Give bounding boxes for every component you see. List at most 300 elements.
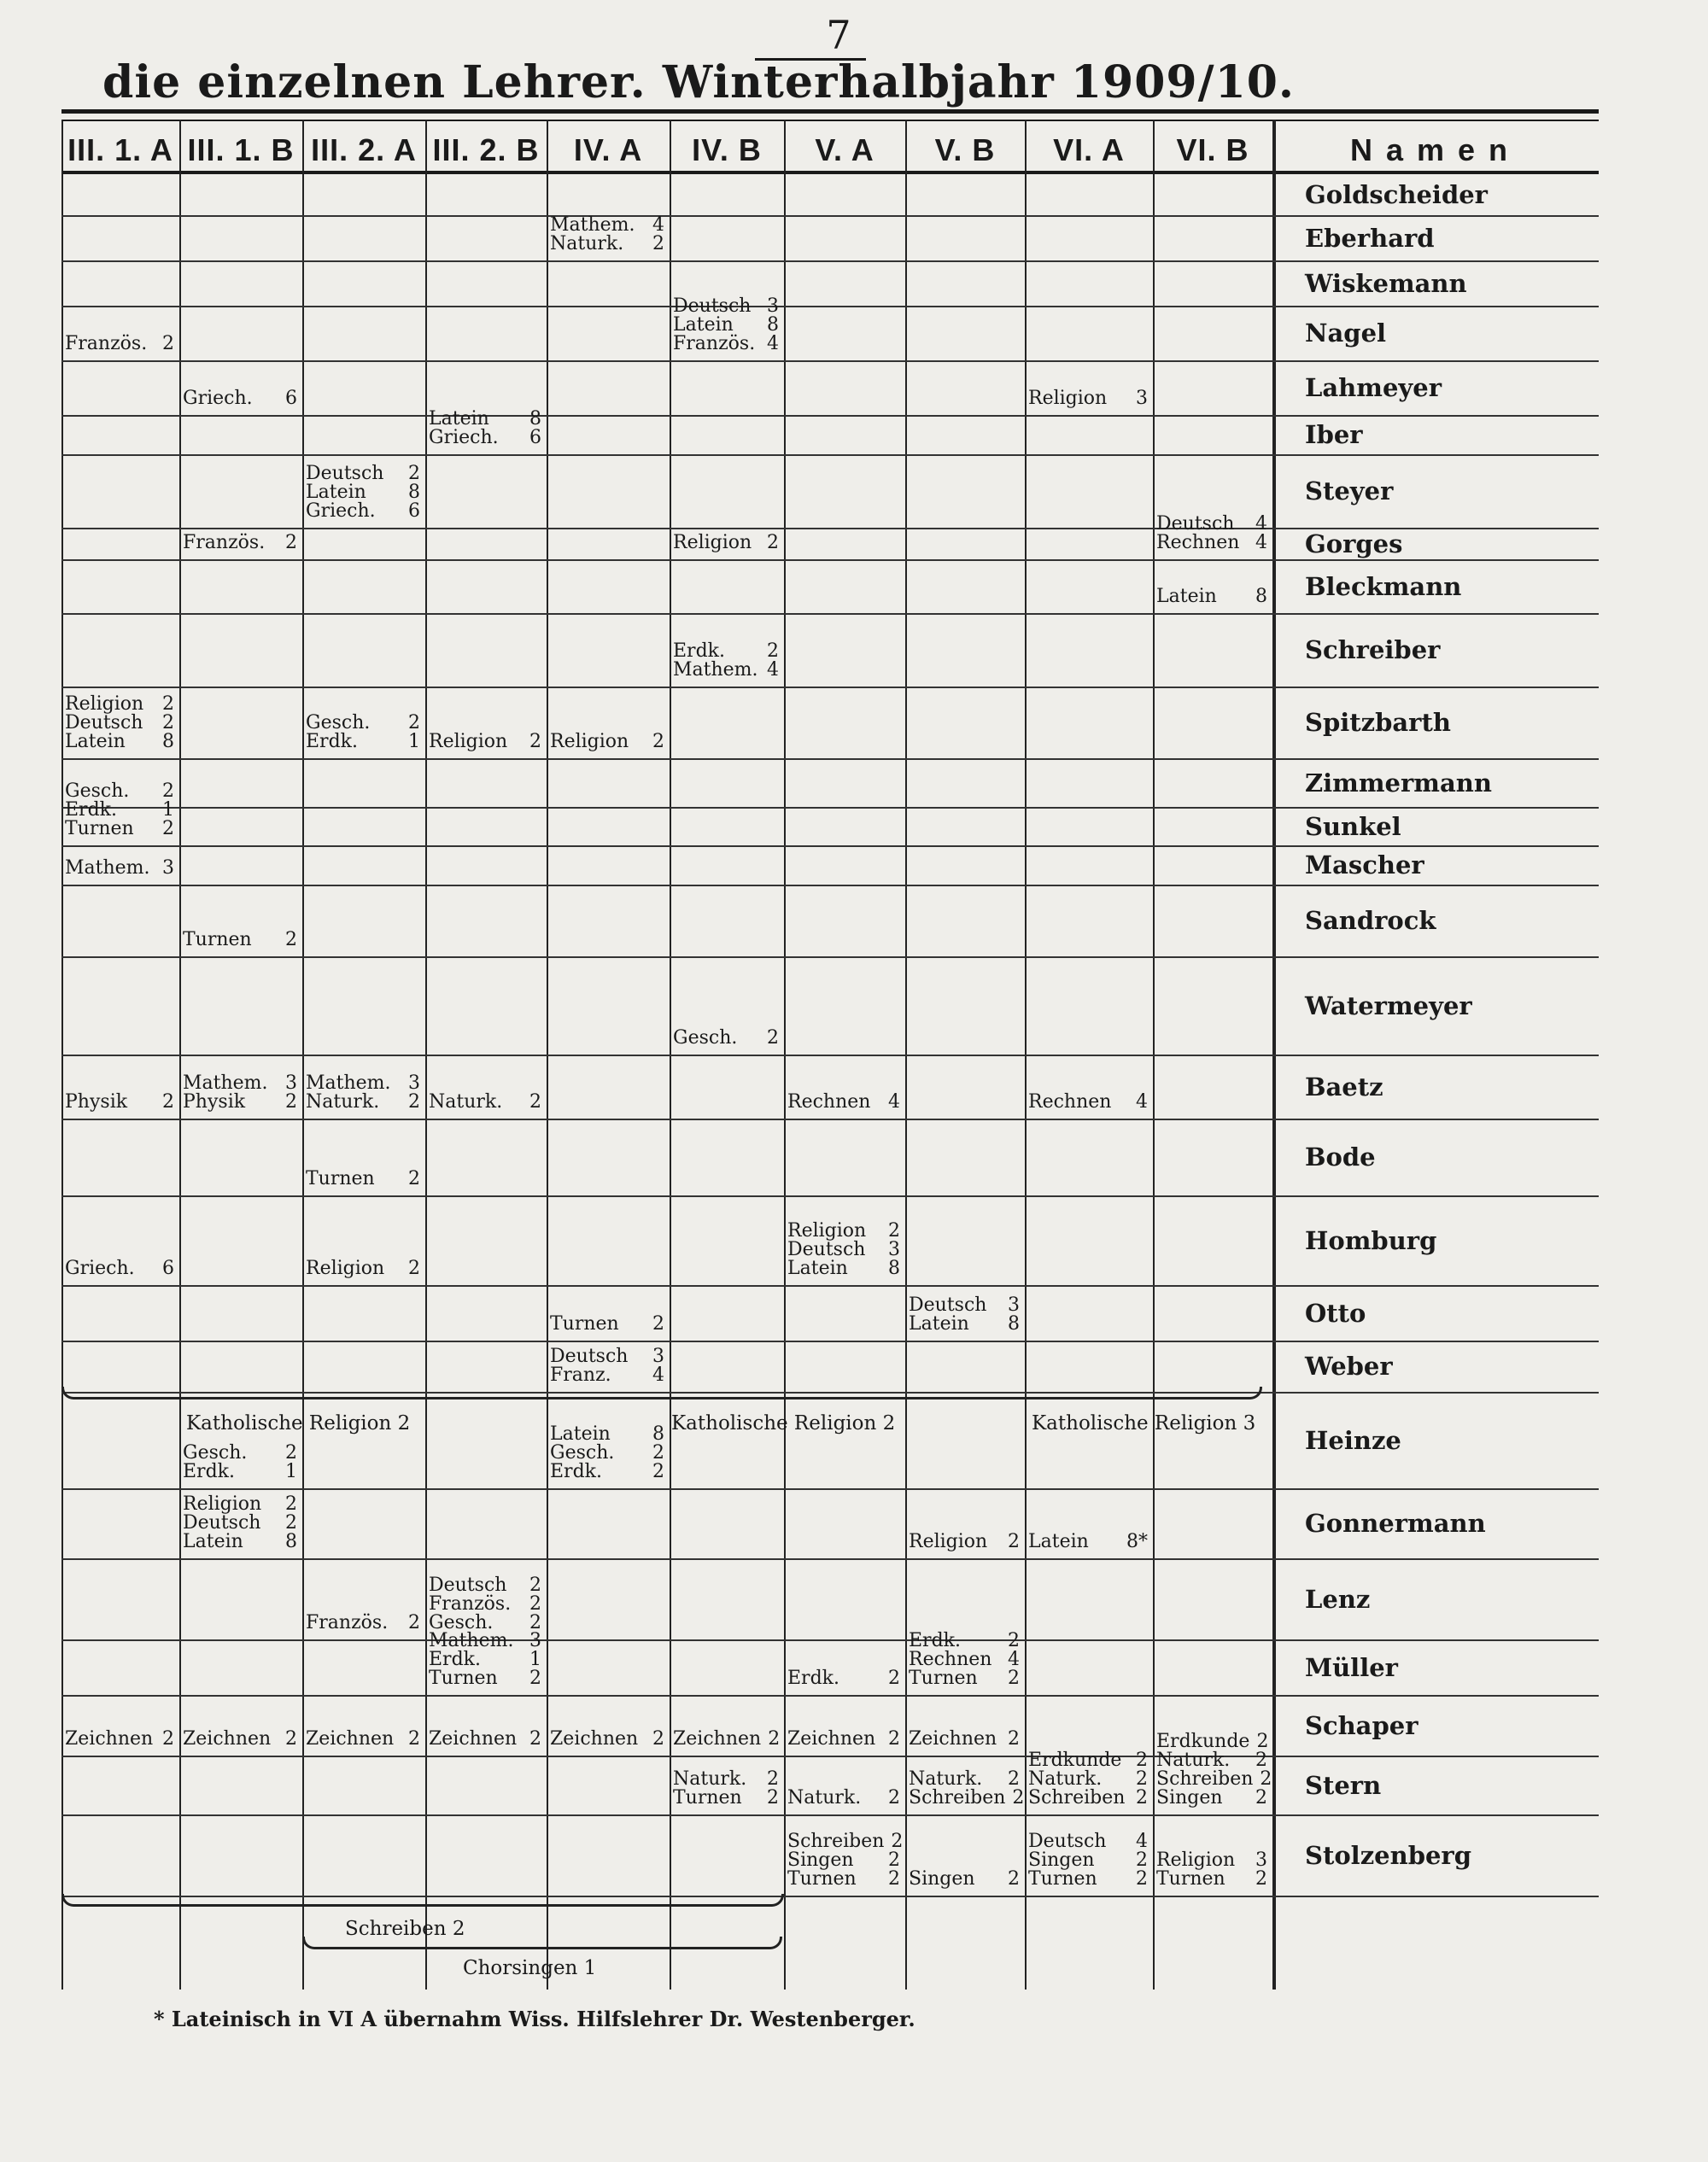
subject-cell xyxy=(1028,389,1148,408)
subject-line xyxy=(673,316,779,335)
subject-line xyxy=(909,1315,1020,1334)
teacher-name: Stern xyxy=(1305,1770,1382,1800)
subject-name: Singen xyxy=(909,1868,975,1890)
teacher-name: Sandrock xyxy=(1305,906,1436,935)
subject-hours: 2 xyxy=(162,1091,174,1113)
subject-cell xyxy=(1028,1832,1148,1889)
column-header: IV. B xyxy=(692,132,762,167)
subject-name: Latein xyxy=(787,1258,848,1279)
subject-hours: 3 xyxy=(285,1072,297,1094)
subject-hours: 4 xyxy=(1136,1091,1148,1113)
subject-cell xyxy=(673,534,779,552)
subject-cell xyxy=(550,1425,664,1481)
subject-name: Rechnen xyxy=(787,1091,871,1113)
subject-name: Zeichnen xyxy=(429,1728,518,1750)
subject-hours: 8 xyxy=(408,482,420,503)
subject-hours: 6 xyxy=(408,500,420,522)
subject-cell xyxy=(183,389,297,408)
subject-name: Zeichnen xyxy=(306,1728,395,1750)
subject-hours: 6 xyxy=(162,1258,174,1279)
subject-line xyxy=(673,1789,779,1808)
subject-line xyxy=(429,1651,541,1669)
teacher-name: Goldscheider xyxy=(1305,180,1488,209)
column-header: III. 2. B xyxy=(432,132,540,167)
subject-hours: 2 xyxy=(767,1027,779,1049)
subject-line xyxy=(1156,1733,1267,1751)
subject-hours: 1 xyxy=(162,799,174,821)
subject-hours: 2 xyxy=(767,1787,779,1808)
subject-hours: 2 xyxy=(162,818,174,839)
subject-name: Latein xyxy=(429,408,489,429)
subject-name: Zeichnen xyxy=(183,1728,272,1750)
subject-hours: 2 xyxy=(652,1442,664,1464)
subject-name: Turnen xyxy=(183,929,252,950)
subject-hours: 4 xyxy=(767,333,779,354)
subject-line xyxy=(429,1669,541,1688)
subject-cell xyxy=(306,1170,420,1189)
subject-line xyxy=(183,931,297,950)
subject-cell xyxy=(909,1533,1020,1551)
row-rule xyxy=(61,1119,1599,1120)
subject-name: Schreiben xyxy=(1028,1787,1126,1808)
subject-hours: 2 xyxy=(285,1442,297,1464)
subject-cell xyxy=(65,335,174,354)
subject-hours: 2 xyxy=(652,1313,664,1335)
subject-name: Physik xyxy=(183,1091,246,1113)
subject-name: Religion xyxy=(550,731,629,752)
subject-name: Zeichnen xyxy=(673,1728,762,1750)
subject-name: Religion xyxy=(429,731,508,752)
subject-hours: 2 xyxy=(768,1728,781,1750)
subject-line xyxy=(1156,1870,1267,1889)
subject-line xyxy=(65,695,174,714)
subject-hours: 3 xyxy=(1008,1294,1020,1316)
subject-line xyxy=(550,1425,664,1444)
subject-name: Deutsch xyxy=(1028,1831,1107,1852)
subject-hours: 8 xyxy=(529,408,541,429)
subject-name: Turnen xyxy=(1156,1868,1225,1890)
subject-hours: 6 xyxy=(529,427,541,448)
subject-hours: 2 xyxy=(529,1091,541,1113)
subject-name: Turnen xyxy=(429,1668,498,1689)
subject-hours: 4 xyxy=(652,1364,664,1386)
subject-hours: 2 xyxy=(285,1512,297,1534)
subject-hours: 3 xyxy=(162,857,174,879)
subject-cell xyxy=(787,1093,900,1112)
subject-cell xyxy=(429,410,541,447)
subject-hours: 2 xyxy=(1255,1750,1267,1771)
subject-hours: 2 xyxy=(1012,1787,1025,1808)
teacher-name: Lahmeyer xyxy=(1305,373,1442,402)
row-rule xyxy=(61,1695,1599,1697)
subject-line xyxy=(183,534,297,552)
teacher-name: Homburg xyxy=(1305,1225,1437,1255)
subject-hours: 2 xyxy=(529,1612,541,1633)
subject-name: Naturk. xyxy=(550,233,624,254)
subject-hours: 2 xyxy=(1136,1787,1148,1808)
subject-hours: 2 xyxy=(162,712,174,733)
subject-line xyxy=(429,733,541,751)
teacher-name: Bleckmann xyxy=(1305,571,1462,601)
subject-line xyxy=(65,1730,174,1749)
subject-hours: 2 xyxy=(408,1258,420,1279)
subject-name: Zeichnen xyxy=(550,1728,639,1750)
subject-line xyxy=(787,1222,900,1241)
subject-hours: 8 xyxy=(162,731,174,752)
subject-hours: 2 xyxy=(1136,1849,1148,1871)
subject-hours: 2 xyxy=(408,1168,420,1189)
subject-line xyxy=(1156,515,1267,534)
subject-line xyxy=(1028,389,1148,408)
subject-line xyxy=(1028,1093,1148,1112)
row-rule xyxy=(61,687,1599,688)
subject-line xyxy=(429,1632,541,1651)
subject-name: Französ. xyxy=(306,1612,389,1633)
subject-line xyxy=(1156,534,1267,552)
subject-line xyxy=(183,1495,297,1514)
subject-name: Latein xyxy=(550,1423,611,1445)
subject-cell xyxy=(550,216,664,254)
subject-hours: 3 xyxy=(767,295,779,317)
subject-line xyxy=(550,1315,664,1334)
subject-name: Französ. xyxy=(65,333,148,354)
subject-name: Französ. xyxy=(673,333,756,354)
subject-name: Turnen xyxy=(673,1787,742,1808)
row-rule xyxy=(61,1639,1599,1641)
subject-name: Mathem. xyxy=(183,1072,268,1094)
subject-hours: 8 xyxy=(888,1258,900,1279)
subject-line xyxy=(1028,1789,1148,1808)
subject-hours: 8* xyxy=(1126,1531,1148,1552)
subject-cell xyxy=(429,1093,541,1112)
subject-cell xyxy=(673,642,779,680)
subject-hours: 3 xyxy=(652,1346,664,1367)
subject-hours: 2 xyxy=(888,1787,900,1808)
subject-line xyxy=(183,1463,297,1481)
subject-line xyxy=(673,1770,779,1789)
teacher-name: Schreiber xyxy=(1305,635,1441,664)
subject-hours: 4 xyxy=(888,1091,900,1113)
teacher-name: Iber xyxy=(1305,420,1363,449)
subject-line xyxy=(183,1444,297,1463)
subject-cell xyxy=(1156,587,1267,606)
subject-line xyxy=(787,1789,900,1808)
subject-line xyxy=(65,782,174,801)
subject-name: Zeichnen xyxy=(65,1728,154,1750)
row-rule xyxy=(61,1055,1599,1056)
subject-name: Deutsch xyxy=(550,1346,629,1367)
subject-name: Turnen xyxy=(550,1313,619,1335)
subject-name: Naturk. xyxy=(1156,1750,1231,1771)
subject-line xyxy=(787,1730,900,1749)
subject-cell xyxy=(429,1730,541,1749)
teacher-name: Gonnermann xyxy=(1305,1509,1486,1538)
span-chorsingen: Chorsingen 1 xyxy=(463,1957,597,1979)
subject-line xyxy=(673,661,779,680)
subject-hours: 2 xyxy=(285,1091,297,1113)
subject-hours: 2 xyxy=(767,1768,779,1790)
subject-name: Schreiben xyxy=(1156,1768,1254,1790)
subject-cell xyxy=(1156,515,1267,552)
subject-hours: 1 xyxy=(285,1461,297,1482)
subject-name: Naturk. xyxy=(1028,1768,1103,1790)
subject-name: Zeichnen xyxy=(787,1728,876,1750)
teacher-name: Stolzenberg xyxy=(1305,1840,1471,1870)
title-rule-thin xyxy=(61,120,1599,121)
subject-cell xyxy=(787,1789,900,1808)
row-rule xyxy=(61,1488,1599,1490)
subject-name: Turnen xyxy=(65,818,134,839)
subject-line xyxy=(787,1831,904,1852)
column-header: IV. A xyxy=(573,132,643,167)
row-rule xyxy=(61,454,1599,456)
footnote: * Lateinisch in VI A übernahm Wiss. Hilfslehrer Dr. Westenberger. xyxy=(154,2007,915,2031)
teacher-name: Weber xyxy=(1305,1352,1393,1381)
subject-cell xyxy=(65,1730,174,1749)
row-rule xyxy=(61,885,1599,886)
subject-line xyxy=(429,1093,541,1112)
subject-line xyxy=(550,216,664,235)
subject-cell xyxy=(909,1632,1020,1688)
row-rule xyxy=(61,956,1599,958)
subject-cell xyxy=(1028,1751,1148,1808)
subject-hours: 2 xyxy=(652,1728,664,1750)
brace-writing xyxy=(61,1894,784,1907)
subject-name: Erdk. xyxy=(183,1461,235,1482)
subject-hours: 6 xyxy=(285,388,297,409)
subject-hours: 4 xyxy=(652,214,664,236)
subject-line xyxy=(909,1296,1020,1315)
subject-name: Gesch. xyxy=(65,780,130,802)
subject-name: Erdk. xyxy=(429,1649,481,1670)
subject-line xyxy=(787,1241,900,1259)
subject-name: Latein xyxy=(909,1313,969,1335)
subject-name: Erdk. xyxy=(550,1461,602,1482)
subject-name: Religion xyxy=(65,693,144,715)
subject-hours: 2 xyxy=(1136,1768,1148,1790)
subject-name: Turnen xyxy=(909,1668,978,1689)
subject-name: Deutsch xyxy=(183,1512,261,1534)
subject-name: Gesch. xyxy=(429,1612,494,1633)
column-header: VI. A xyxy=(1053,132,1125,167)
subject-hours: 8 xyxy=(652,1423,664,1445)
subject-hours: 2 xyxy=(1255,1787,1267,1808)
subject-cell xyxy=(429,1632,541,1688)
subject-line xyxy=(306,1093,420,1112)
subject-name: Naturk. xyxy=(673,1768,747,1790)
subject-hours: 2 xyxy=(1136,1750,1148,1771)
subject-name: Erdk. xyxy=(306,731,358,752)
subject-name: Religion xyxy=(306,1258,385,1279)
subject-line xyxy=(306,733,420,751)
row-rule xyxy=(61,758,1599,760)
subject-line xyxy=(429,1576,541,1595)
subject-cell xyxy=(65,695,174,751)
subject-name: Deutsch xyxy=(429,1575,507,1596)
subject-cell xyxy=(429,1576,541,1633)
subject-hours: 2 xyxy=(408,1612,420,1633)
subject-name: Turnen xyxy=(1028,1868,1097,1890)
column-header: VI. B xyxy=(1176,132,1249,167)
subject-name: Französ. xyxy=(183,532,266,553)
subject-hours: 2 xyxy=(529,1668,541,1689)
subject-name: Naturk. xyxy=(787,1787,862,1808)
subject-line xyxy=(1028,1870,1148,1889)
subject-cell xyxy=(183,1730,297,1749)
column-header: V. B xyxy=(934,132,996,167)
subject-hours: 2 xyxy=(1008,1768,1020,1790)
subject-hours: 4 xyxy=(767,659,779,681)
subject-hours: 2 xyxy=(888,1728,900,1750)
subject-line xyxy=(673,297,779,316)
subject-hours: 2 xyxy=(529,731,541,752)
subject-cell xyxy=(673,297,779,354)
subject-line xyxy=(65,1259,174,1278)
subject-name: Griech. xyxy=(183,388,253,409)
subject-name: Rechnen xyxy=(1156,532,1240,553)
subject-hours: 2 xyxy=(1008,1728,1020,1750)
teacher-name: Lenz xyxy=(1305,1584,1371,1614)
subject-line xyxy=(550,1347,664,1366)
subject-name: Mathem. xyxy=(429,1630,514,1651)
subject-line xyxy=(909,1730,1020,1749)
teacher-name: Sunkel xyxy=(1305,811,1401,841)
subject-line xyxy=(429,429,541,447)
subject-name: Schreiben xyxy=(787,1831,885,1852)
subject-hours: 2 xyxy=(767,532,779,553)
subject-name: Singen xyxy=(1028,1849,1095,1871)
subject-hours: 2 xyxy=(162,333,174,354)
row-rule xyxy=(61,613,1599,615)
subject-hours: 2 xyxy=(1136,1868,1148,1890)
subject-hours: 2 xyxy=(529,1728,541,1750)
subject-name: Latein xyxy=(183,1531,243,1552)
subject-name: Religion xyxy=(183,1493,262,1515)
subject-name: Deutsch xyxy=(65,712,143,733)
subject-line xyxy=(183,1074,297,1093)
subject-cell xyxy=(673,1029,779,1048)
subject-cell xyxy=(1028,1533,1148,1551)
subject-line xyxy=(787,1093,900,1112)
subject-line xyxy=(306,502,420,521)
subject-line xyxy=(1028,1751,1148,1770)
subject-name: Erdk. xyxy=(673,640,725,662)
subject-name: Gesch. xyxy=(306,712,371,733)
subject-line xyxy=(673,534,779,552)
row-rule xyxy=(61,1558,1599,1560)
subject-line xyxy=(183,1730,297,1749)
teacher-name: Nagel xyxy=(1305,318,1387,348)
subject-line xyxy=(65,820,174,839)
column-header: III. 1. B xyxy=(187,132,295,167)
subject-cell xyxy=(65,1259,174,1278)
subject-cell xyxy=(183,1444,297,1481)
subject-hours: 2 xyxy=(285,1493,297,1515)
subject-name: Erdkunde xyxy=(1156,1731,1250,1752)
subject-name: Religion xyxy=(787,1220,867,1242)
teacher-name: Steyer xyxy=(1305,476,1394,505)
subject-hours: 3 xyxy=(1136,388,1148,409)
subject-line xyxy=(65,859,174,878)
subject-line xyxy=(1156,1768,1272,1790)
subject-name: Deutsch xyxy=(1156,513,1235,535)
subject-line xyxy=(787,1851,900,1870)
subject-line xyxy=(429,1595,541,1614)
subject-cell xyxy=(787,1222,900,1278)
subject-line xyxy=(909,1870,1020,1889)
subject-cell xyxy=(787,1669,900,1688)
subject-hours: 2 xyxy=(1008,1668,1020,1689)
teacher-name: Wiskemann xyxy=(1305,268,1467,298)
teacher-name: Spitzbarth xyxy=(1305,708,1451,737)
subject-cell xyxy=(787,1730,900,1749)
row-rule xyxy=(61,807,1599,809)
subject-line xyxy=(1156,1789,1267,1808)
subject-line xyxy=(183,389,297,408)
title-rule xyxy=(61,109,1599,114)
subject-hours: 2 xyxy=(652,731,664,752)
subject-hours: 2 xyxy=(888,1220,900,1242)
subject-line xyxy=(65,1093,174,1112)
span-catholic-religion-3: Katholische Religion 3 xyxy=(1032,1412,1256,1435)
row-rule xyxy=(61,1285,1599,1287)
subject-line xyxy=(306,1074,420,1093)
teacher-name: Müller xyxy=(1305,1652,1398,1682)
subject-line xyxy=(673,1029,779,1048)
page-number: 7 xyxy=(826,12,851,58)
subject-line xyxy=(673,335,779,354)
subject-hours: 2 xyxy=(1008,1868,1020,1890)
subject-name: Mathem. xyxy=(65,857,150,879)
subject-hours: 2 xyxy=(652,1461,664,1482)
subject-hours: 2 xyxy=(652,233,664,254)
subject-line xyxy=(65,801,174,820)
subject-name: Religion xyxy=(673,532,752,553)
subject-name: Gesch. xyxy=(550,1442,615,1464)
row-rule xyxy=(61,1341,1599,1342)
subject-hours: 2 xyxy=(1260,1768,1272,1790)
subject-cell xyxy=(550,1730,664,1749)
subject-cell xyxy=(306,465,420,521)
subject-cell xyxy=(306,714,420,751)
header-rule xyxy=(61,171,1599,174)
subject-hours: 2 xyxy=(162,1728,174,1750)
subject-hours: 4 xyxy=(1255,532,1267,553)
subject-cell xyxy=(673,1730,779,1749)
teacher-name: Heinze xyxy=(1305,1425,1401,1455)
row-rule xyxy=(61,260,1599,262)
column-header: III. 2. A xyxy=(311,132,417,167)
subject-name: Gesch. xyxy=(183,1442,248,1464)
subject-line xyxy=(909,1669,1020,1688)
subject-name: Zeichnen xyxy=(909,1728,997,1750)
subject-hours: 2 xyxy=(1255,1868,1267,1890)
subject-line xyxy=(306,483,420,502)
subject-name: Französ. xyxy=(429,1593,512,1615)
subject-cell xyxy=(306,1259,420,1278)
row-rule xyxy=(61,215,1599,217)
column-header: III. 1. A xyxy=(67,132,173,167)
subject-cell xyxy=(1156,1731,1272,1808)
subject-hours: 2 xyxy=(408,463,420,484)
subject-line xyxy=(183,1533,297,1551)
span-catholic-religion-1: Katholische Religion 2 xyxy=(186,1412,411,1435)
subject-name: Religion xyxy=(1028,388,1108,409)
subject-name: Latein xyxy=(65,731,126,752)
subject-hours: 2 xyxy=(888,1868,900,1890)
subject-line xyxy=(550,733,664,751)
subject-name: Latein xyxy=(673,314,734,336)
